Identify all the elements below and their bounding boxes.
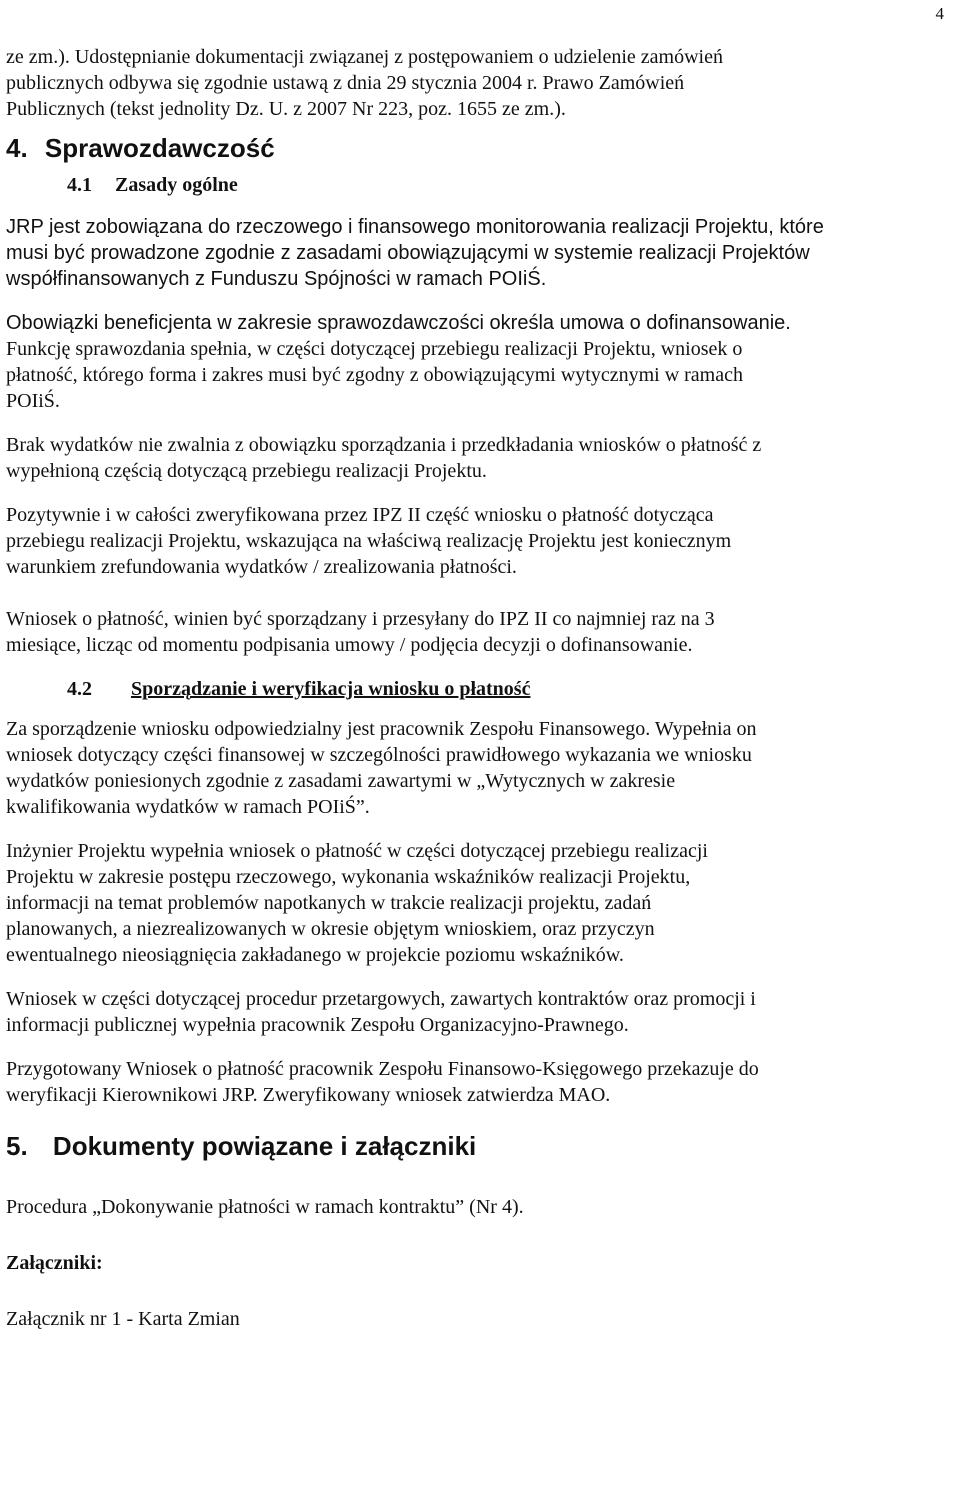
text-line: planowanych, a niezrealizowanych w okresie objętym wnioskiem, oraz przyczyn	[6, 918, 655, 940]
paragraph-frequency	[6, 606, 956, 658]
attachments-heading: Załączniki:	[6, 1252, 103, 1274]
text-line: POIiŚ.	[6, 390, 60, 412]
text-line: warunkiem zrefundowania wydatków / zrealizowania płatności.	[6, 556, 517, 578]
related-procedure: Procedura „Dokonywanie płatności w ramach kontraktu” (Nr 4).	[6, 1196, 524, 1218]
text-line: płatność, którego forma i zakres musi być zgodny z obowiązującymi wytycznymi w ramach	[6, 364, 743, 386]
text-line: informacji publicznej wypełnia pracownik Zespołu Organizacyjno-Prawnego.	[6, 1014, 629, 1036]
section-4-heading	[6, 132, 956, 164]
text-line: Obowiązki beneficjenta w zakresie sprawozdawczości określa umowa o dofinansowanie.	[6, 312, 791, 334]
text-line: Wniosek w części dotyczącej procedur przetargowych, zawartych kontraktów oraz promocji i	[6, 988, 756, 1010]
text-line: Wniosek o płatność, winien być sporządzany i przesyłany do IPZ II co najmniej raz na 3	[6, 608, 715, 630]
text-line: weryfikacji Kierownikowi JRP. Zweryfikowany wniosek zatwierdza MAO.	[6, 1084, 611, 1106]
text-line: wydatków poniesionych zgodnie z zasadami zawartymi w „Wytycznych w zakresie	[6, 770, 676, 792]
paragraph-verification	[6, 502, 956, 580]
text-line: musi być prowadzone zgodnie z zasadami obowiązującymi w systemie realizacji Projektów	[6, 242, 810, 264]
text-line: publicznych odbywa się zgodnie ustawą z dnia 29 stycznia 2004 r. Prawo Zamówień	[6, 72, 685, 94]
paragraph-procurement	[6, 986, 956, 1038]
paragraph-preparation	[6, 716, 956, 820]
document-body	[6, 44, 956, 1332]
text-line: ewentualnego nieosiągnięcia zakładanego w projekcie poziomu wskaźników.	[6, 944, 624, 966]
text-line: miesiące, licząc od momentu podpisania umowy / podjęcia decyzji o dofinansowanie.	[6, 634, 693, 656]
section-number: 4.1	[67, 174, 92, 196]
section-number: 4.2	[67, 678, 92, 700]
paragraph-obligations	[6, 310, 956, 414]
text-line: Brak wydatków nie zwalnia z obowiązku sporządzania i przedkładania wniosków o płatność z	[6, 434, 762, 456]
section-title: Sporządzanie i weryfikacja wniosku o płatność	[131, 678, 531, 700]
paragraph-monitoring	[6, 214, 956, 292]
section-title: Zasady ogólne	[115, 174, 238, 196]
text-line: wypełnioną częścią dotyczącą przebiegu realizacji Projektu.	[6, 460, 487, 482]
text-line: Publicznych (tekst jednolity Dz. U. z 2007 Nr 223, poz. 1655 ze zm.).	[6, 98, 566, 120]
section-title: Sprawozdawczość	[44, 133, 275, 163]
attachment-item: Załącznik nr 1 - Karta Zmian	[6, 1308, 240, 1330]
text-line: Przygotowany Wniosek o płatność pracownik Zespołu Finansowo-Księgowego przekazuje do	[6, 1058, 759, 1080]
text-line: Inżynier Projektu wypełnia wniosek o płatność w części dotyczącej przebiegu realizacji	[6, 840, 708, 862]
intro-paragraph	[6, 44, 956, 122]
text-line: informacji na temat problemów napotkanych w trakcie realizacji projektu, zadań	[6, 892, 652, 914]
text-line: Funkcję sprawozdania spełnia, w części dotyczącej przebiegu realizacji Projektu, wniosek o	[6, 338, 743, 360]
section-number: 4.	[6, 133, 28, 163]
paragraph-engineer	[6, 838, 956, 968]
section-4-1-heading	[6, 172, 956, 198]
section-title: Dokumenty powiązane i załączniki	[52, 1131, 477, 1161]
section-5-heading	[6, 1130, 956, 1162]
text-line: Pozytywnie i w całości zweryfikowana przez IPZ II część wniosku o płatność dotycząca	[6, 504, 714, 526]
text-line: Projektu w zakresie postępu rzeczowego, wykonania wskaźników realizacji Projektu,	[6, 866, 691, 888]
text-line: kwalifikowania wydatków w ramach POIiŚ”.	[6, 796, 370, 818]
text-line: Za sporządzenie wniosku odpowiedzialny jest pracownik Zespołu Finansowego. Wypełnia on	[6, 718, 757, 740]
section-4-2-heading	[6, 676, 956, 702]
text-line: wniosek dotyczący części finansowej w szczególności prawidłowego wykazania we wniosku	[6, 744, 752, 766]
paragraph-approval	[6, 1056, 956, 1108]
text-line: przebiegu realizacji Projektu, wskazująca na właściwą realizację Projektu jest koniecznym	[6, 530, 732, 552]
paragraph-no-expenses	[6, 432, 956, 484]
text-line: ze zm.). Udostępnianie dokumentacji związanej z postępowaniem o udzielenie zamówień	[6, 46, 723, 68]
text-line: JRP jest zobowiązana do rzeczowego i finansowego monitorowania realizacji Projektu, które	[6, 216, 824, 238]
page-number: 4	[935, 4, 944, 23]
section-number: 5.	[6, 1131, 28, 1161]
text-line: współfinansowanych z Funduszu Spójności w ramach POIiŚ.	[6, 268, 547, 290]
